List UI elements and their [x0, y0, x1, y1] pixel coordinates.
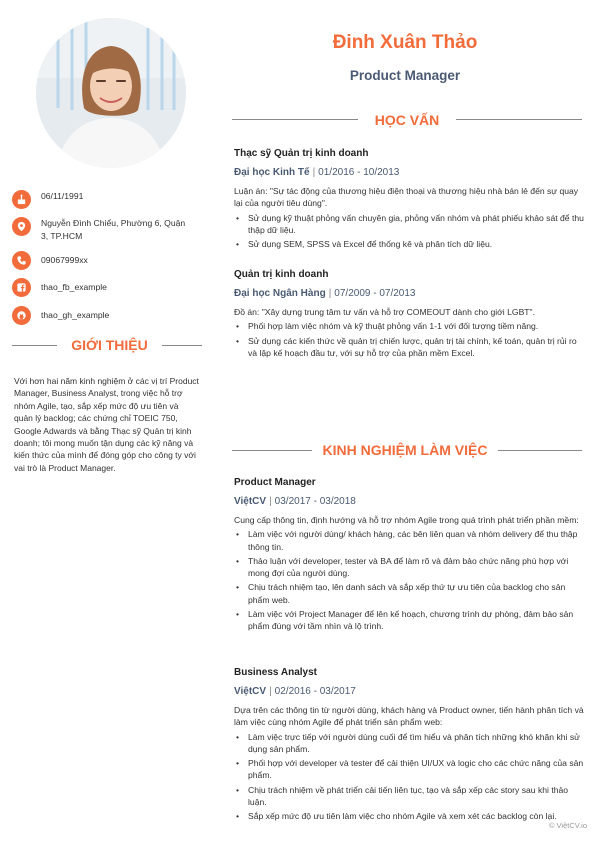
job-summary: Cung cấp thông tin, định hướng và hỗ trợ nhóm Agile trong quá trình phát triển phần mềm:: [234, 515, 579, 525]
list-item: • Sử dụng kỹ thuật phỏng vấn chuyên gia, phỏng vấn nhóm và phát phiếu khảo sát để thu thập dữ liệu.: [234, 212, 586, 237]
list-item: • Làm việc với người dùng/ khách hàng, các bên liên quan và nhóm delivery để thu thập thông tin.: [234, 528, 586, 553]
candidate-name: Đinh Xuân Thảo: [332, 32, 478, 53]
company-name: ViệtCV: [234, 686, 267, 697]
list-item: • Sử dụng SEM, SPSS và Excel để thống kê và phân tích dữ liệu.: [234, 238, 586, 250]
study-period: 01/2016 - 10/2013: [318, 167, 400, 178]
school-name: Đại học Ngân Hàng: [234, 288, 326, 299]
thesis-text: Luận án: "Sự tác động của thương hiệu điện thoại và thương hiệu nhà bán lẻ đến sự quay lại của người tiêu dùng".: [234, 186, 579, 209]
education-divider-left: [232, 119, 358, 120]
avatar: [36, 18, 186, 168]
education-item: [234, 269, 586, 361]
company-line: ViệtCV | 03/2017 - 03/2018: [234, 496, 356, 507]
job-role: Business Analyst: [234, 667, 317, 678]
avatar-photo: [36, 18, 186, 168]
experience-divider-right: [498, 450, 582, 451]
contact-address: [12, 217, 202, 243]
company-line: ViệtCV | 02/2016 - 03/2017: [234, 686, 356, 697]
job-role: Product Manager: [234, 477, 316, 488]
company-name: ViệtCV: [234, 496, 267, 507]
education-bullets: [234, 212, 586, 251]
github-text: thao_gh_example: [41, 310, 110, 320]
job-bullets: [234, 528, 586, 632]
experience-item: [234, 477, 586, 635]
study-period: 07/2009 - 07/2013: [334, 288, 416, 299]
school-name: Đại học Kinh Tế: [234, 167, 310, 178]
list-item: • Sử dụng các kiến thức về quản trị chiến lược, quản trị tài chính, kế toán, quản trị rủi ro và lập kế hoạch đầu tư, với sự hỗ trợ của phần mềm Excel.: [234, 335, 586, 360]
thesis-text: Đồ án: "Xây dựng trung tâm tư vấn và hỗ trợ COMEOUT dành cho giới LGBT".: [234, 307, 535, 317]
contact-phone: [12, 251, 202, 270]
phone-text: 09067999xx: [41, 255, 88, 265]
list-item: • Làm việc với Project Manager để lên kế hoạch, chương trình dự phòng, đảm bảo sản phẩm đúng với tầm nhìn và lộ trình.: [234, 608, 586, 633]
contact-github: [12, 306, 202, 325]
degree-title: Quản trị kinh doanh: [234, 269, 329, 280]
experience-heading: KINH NGHIỆM LÀM VIỆC: [322, 442, 488, 458]
contact-birthday: [12, 190, 202, 209]
birthday-text: 06/11/1991: [41, 191, 84, 201]
about-divider-left: [12, 345, 57, 346]
list-item: • Phối hợp với developer và tester để cải thiện UI/UX và logic cho các chức năng của sản phẩm.: [234, 757, 586, 782]
education-bullets: [234, 320, 586, 359]
phone-icon: [12, 251, 31, 270]
list-item: • Thảo luận với developer, tester và BA để làm rõ và đảm bảo chức năng phù hợp với mong đợi của người dùng.: [234, 555, 586, 580]
cake-icon: [12, 190, 31, 209]
list-item: • Chịu trách nhiệm tạo, lên danh sách và sắp xếp thứ tự ưu tiên của backlog cho sản phẩm web.: [234, 581, 586, 606]
about-divider-right: [162, 345, 202, 346]
github-icon: [12, 306, 31, 325]
facebook-text: thao_fb_example: [41, 282, 107, 292]
candidate-title: Product Manager: [349, 68, 461, 83]
work-period: 02/2016 - 03/2017: [274, 686, 356, 697]
about-text: Với hơn hai năm kinh nghiệm ở các vị trí Product Manager, Business Analyst, trong việc hỗ trợ nhóm Agile, tạo, sắp xếp mức độ ưu tiên và quản lý backlog; các chứng chỉ TOEIC 750, Google Adwards và bằng Thạc sỹ Quản trị kinh doanh; tôi mong muốn tận dụng các kỹ năng và kiến thức của mình để đóng góp cho công ty với vai trò là Product Manager.: [14, 376, 199, 473]
about-heading: GIỚI THIỆU: [71, 337, 148, 353]
school-line: Đại học Kinh Tế | 01/2016 - 10/2013: [234, 167, 400, 178]
degree-title: Thạc sỹ Quản trị kinh doanh: [234, 148, 369, 159]
experience-divider-left: [232, 450, 312, 451]
contact-facebook: [12, 278, 202, 297]
list-item: • Làm việc trực tiếp với người dùng cuối để tìm hiểu và phân tích những khó khăn khi sử dụng sản phẩm.: [234, 731, 586, 756]
job-bullets: [234, 731, 586, 823]
address-text: Nguyễn Đình Chiểu, Phường 6, Quận 3, TP.HCM: [41, 218, 186, 241]
list-item: • Chịu trách nhiệm về phát triển cải tiến liên tục, tạo và sắp xếp các story sau khi thảo luận.: [234, 784, 586, 809]
list-item: • Sắp xếp mức độ ưu tiên làm việc cho nhóm Agile và xem xét các backlog còn lại.: [234, 810, 586, 822]
watermark: © ViệtCV.io: [548, 821, 587, 830]
list-item: • Phối hợp làm việc nhóm và kỹ thuật phỏng vấn 1-1 với đối tượng tiềm năng.: [234, 320, 586, 332]
facebook-icon: [12, 278, 31, 297]
education-divider-right: [456, 119, 582, 120]
left-column: [0, 0, 205, 842]
experience-item: [234, 667, 586, 825]
education-heading: HỌC VẤN: [374, 112, 440, 128]
school-line: Đại học Ngân Hàng | 07/2009 - 07/2013: [234, 288, 416, 299]
work-period: 03/2017 - 03/2018: [274, 496, 356, 507]
job-summary: Dựa trên các thông tin từ người dùng, khách hàng và Product owner, tiến hành phân tích và làm việc cùng nhóm Agile để phát triển sản phẩm web:: [234, 705, 584, 728]
location-pin-icon: [12, 217, 31, 236]
education-item: [234, 148, 586, 252]
